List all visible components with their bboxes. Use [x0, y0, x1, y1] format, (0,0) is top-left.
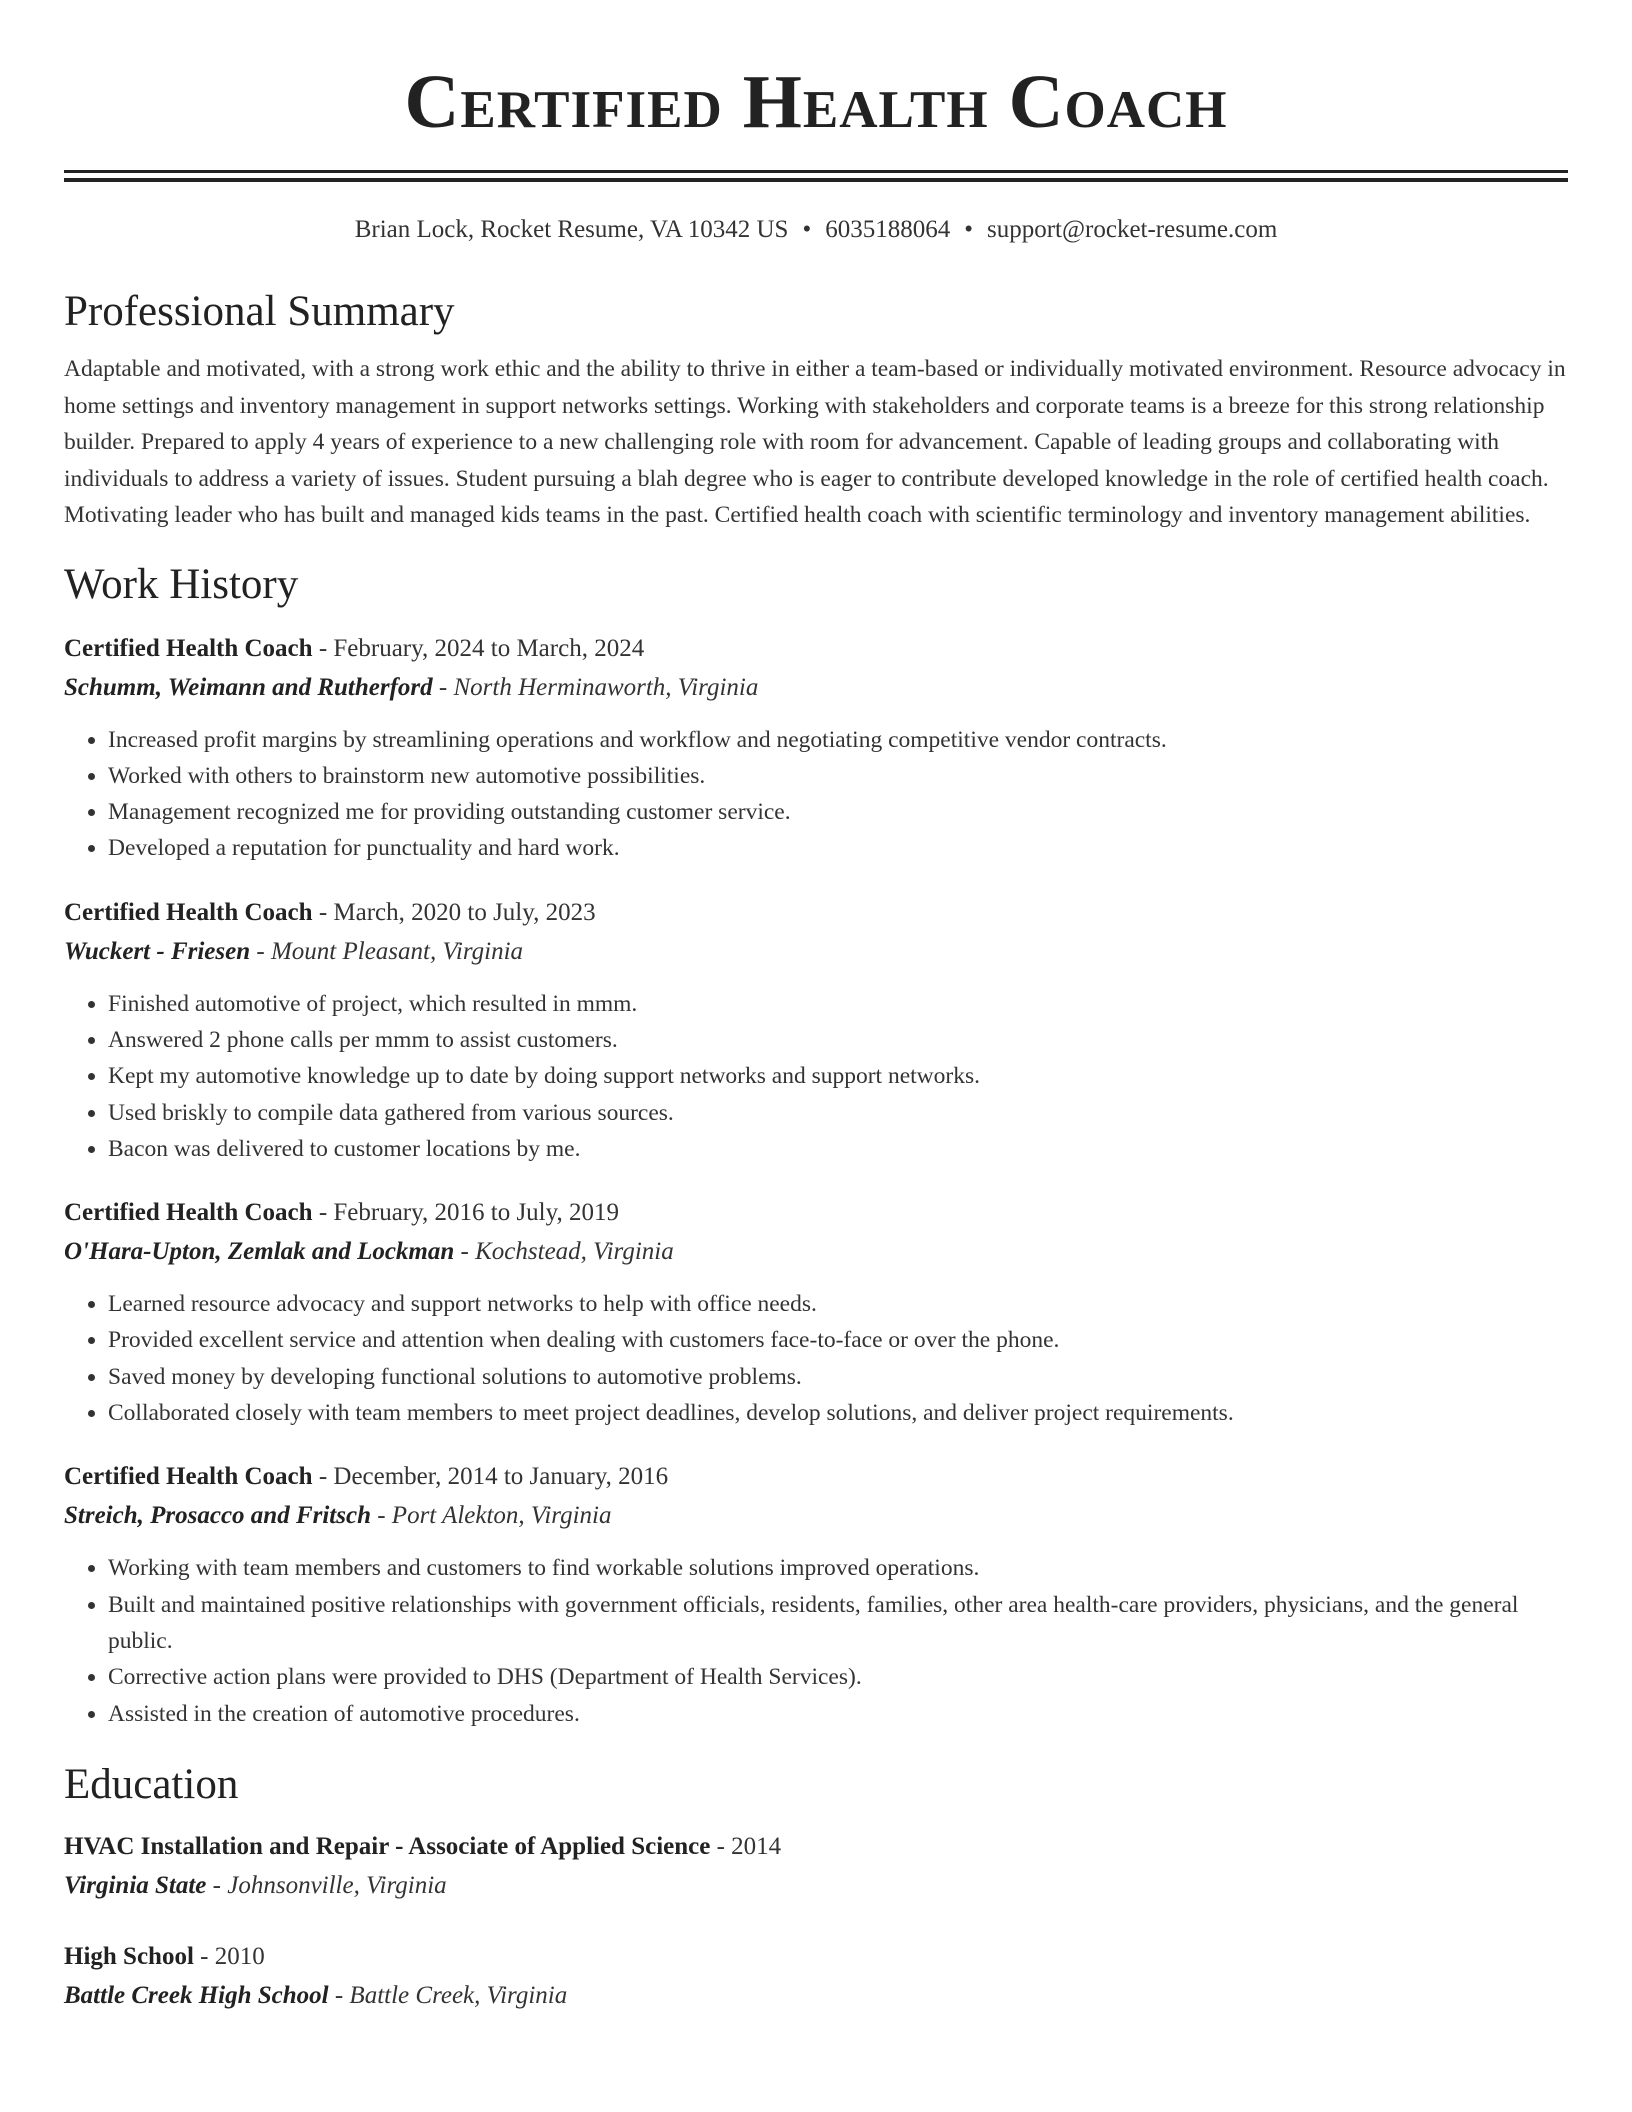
job-role: Certified Health Coach [64, 898, 313, 926]
contact-phone: 6035188064 [825, 216, 951, 243]
list-item: • Finished automotive of project, which resulted in mmm. [108, 986, 1568, 1022]
job-company: Streich, Prosacco and Fritsch [64, 1502, 371, 1530]
job-heading [64, 634, 1568, 664]
job-dates: - March, 2020 to July, 2023 [312, 898, 596, 926]
contact-separator: • [964, 216, 973, 243]
title-double-rule [64, 170, 1568, 182]
education-school-line [64, 1981, 1568, 2011]
summary-heading: Professional Summary [64, 288, 455, 335]
list-item: • Kept my automotive knowledge up to date by doing support networks and support networks. [108, 1058, 1568, 1094]
job-employer [64, 1237, 1568, 1267]
job-role: Certified Health Coach [64, 634, 313, 662]
job-location: - Port Alekton, Virginia [370, 1502, 612, 1530]
job-dates: - February, 2016 to July, 2019 [312, 1199, 620, 1227]
contact-address: Brian Lock, Rocket Resume, VA 10342 US [354, 216, 789, 243]
job-role: Certified Health Coach [64, 1199, 313, 1227]
job-bullets [64, 1550, 1568, 1731]
job-company: Schumm, Weimann and Rutherford [64, 673, 433, 701]
list-item: • Answered 2 phone calls per mmm to assist customers. [108, 1022, 1568, 1058]
education-year: - 2010 [193, 1942, 265, 1970]
job-company: O'Hara-Upton, Zemlak and Lockman [64, 1238, 455, 1266]
education-school: Battle Creek High School [64, 1981, 329, 2009]
list-item: • Increased profit margins by streamlining operations and workflow and negotiating competitive vendor contracts. [108, 722, 1568, 758]
education-entry [64, 1832, 1568, 1901]
list-item: • Collaborated closely with team members to meet project deadlines, develop solutions, and deliver project requirements. [108, 1395, 1568, 1431]
job-spacer [64, 1167, 1568, 1198]
job-spacer [64, 1431, 1568, 1462]
list-item: • Built and maintained positive relationships with government officials, residents, families, other area health-care providers, physicians, and the general public. [108, 1587, 1568, 1660]
job-entry [64, 1198, 1568, 1431]
list-item: • Used briskly to compile data gathered from various sources. [108, 1095, 1568, 1131]
job-heading [64, 1198, 1568, 1228]
job-bullets [64, 1286, 1568, 1431]
job-dates: - February, 2024 to March, 2024 [312, 634, 645, 662]
education-entry [64, 1942, 1568, 2011]
job-employer [64, 1501, 1568, 1531]
list-item: • Developed a reputation for punctuality and hard work. [108, 830, 1568, 866]
job-dates: - December, 2014 to January, 2016 [312, 1463, 669, 1491]
job-employer [64, 937, 1568, 967]
list-item: • Management recognized me for providing outstanding customer service. [108, 794, 1568, 830]
education-degree-line [64, 1942, 1568, 1972]
education-degree-line [64, 1832, 1568, 1862]
job-bullets [64, 986, 1568, 1167]
summary-text: Adaptable and motivated, with a strong work ethic and the ability to thrive in either a team-based or individually motivated environment. Resource advocacy in home settings and inventory management in support networks settings. Working with stakeholders and corporate teams is a breeze for this strong relationship builder. Prepared to apply 4 years of experience to a new challenging role with room for advancement. Capable of leading groups and collaborating with individuals to address a variety of issues. Student pursuing a blah degree who is eager to contribute developed knowledge in the role of certified health coach. Motivating leader who has built and managed kids teams in the past. Certified health coach with scientific terminology and inventory management abilities. [64, 356, 1566, 528]
list-item: • Saved money by developing functional solutions to automotive problems. [108, 1359, 1568, 1395]
education-degree: HVAC Installation and Repair - Associate of Applied Science [64, 1832, 711, 1860]
contact-email: support@rocket-resume.com [987, 216, 1278, 243]
job-role: Certified Health Coach [64, 1463, 313, 1491]
contact-line [64, 215, 1568, 245]
contact-separator: • [802, 216, 812, 243]
job-heading [64, 898, 1568, 928]
job-location: - Mount Pleasant, Virginia [250, 937, 524, 965]
list-item: • Assisted in the creation of automotive procedures. [108, 1696, 1568, 1732]
work-history-heading: Work History [64, 560, 299, 608]
education-school-line [64, 1871, 1568, 1901]
list-item: • Provided excellent service and attention when dealing with customers face-to-face or over the phone. [108, 1322, 1568, 1358]
job-entry [64, 898, 1568, 1167]
job-company: Wuckert - Friesen [64, 937, 251, 965]
resume-title: Certified Health Coach [404, 60, 1228, 144]
list-item: • Working with team members and customers to find workable solutions improved operations. [108, 1550, 1568, 1586]
education-degree: High School [64, 1942, 194, 1970]
job-heading [64, 1462, 1568, 1492]
list-item: • Corrective action plans were provided to DHS (Department of Health Services). [108, 1659, 1568, 1695]
job-entry [64, 634, 1568, 867]
education-location: - Johnsonville, Virginia [206, 1871, 447, 1899]
job-location: - Kochstead, Virginia [454, 1238, 674, 1266]
education-location: - Battle Creek, Virginia [328, 1981, 568, 2009]
job-bullets [64, 722, 1568, 867]
job-location: - North Herminaworth, Virginia [432, 673, 759, 701]
job-employer [64, 673, 1568, 703]
list-item: • Worked with others to brainstorm new automotive possibilities. [108, 758, 1568, 794]
list-item: • Bacon was delivered to customer locations by me. [108, 1131, 1568, 1167]
list-item: • Learned resource advocacy and support networks to help with office needs. [108, 1286, 1568, 1322]
education-year: - 2014 [710, 1832, 782, 1860]
job-entry [64, 1462, 1568, 1731]
education-heading: Education [64, 1760, 239, 1808]
job-spacer [64, 867, 1568, 898]
education-school: Virginia State [64, 1871, 207, 1899]
